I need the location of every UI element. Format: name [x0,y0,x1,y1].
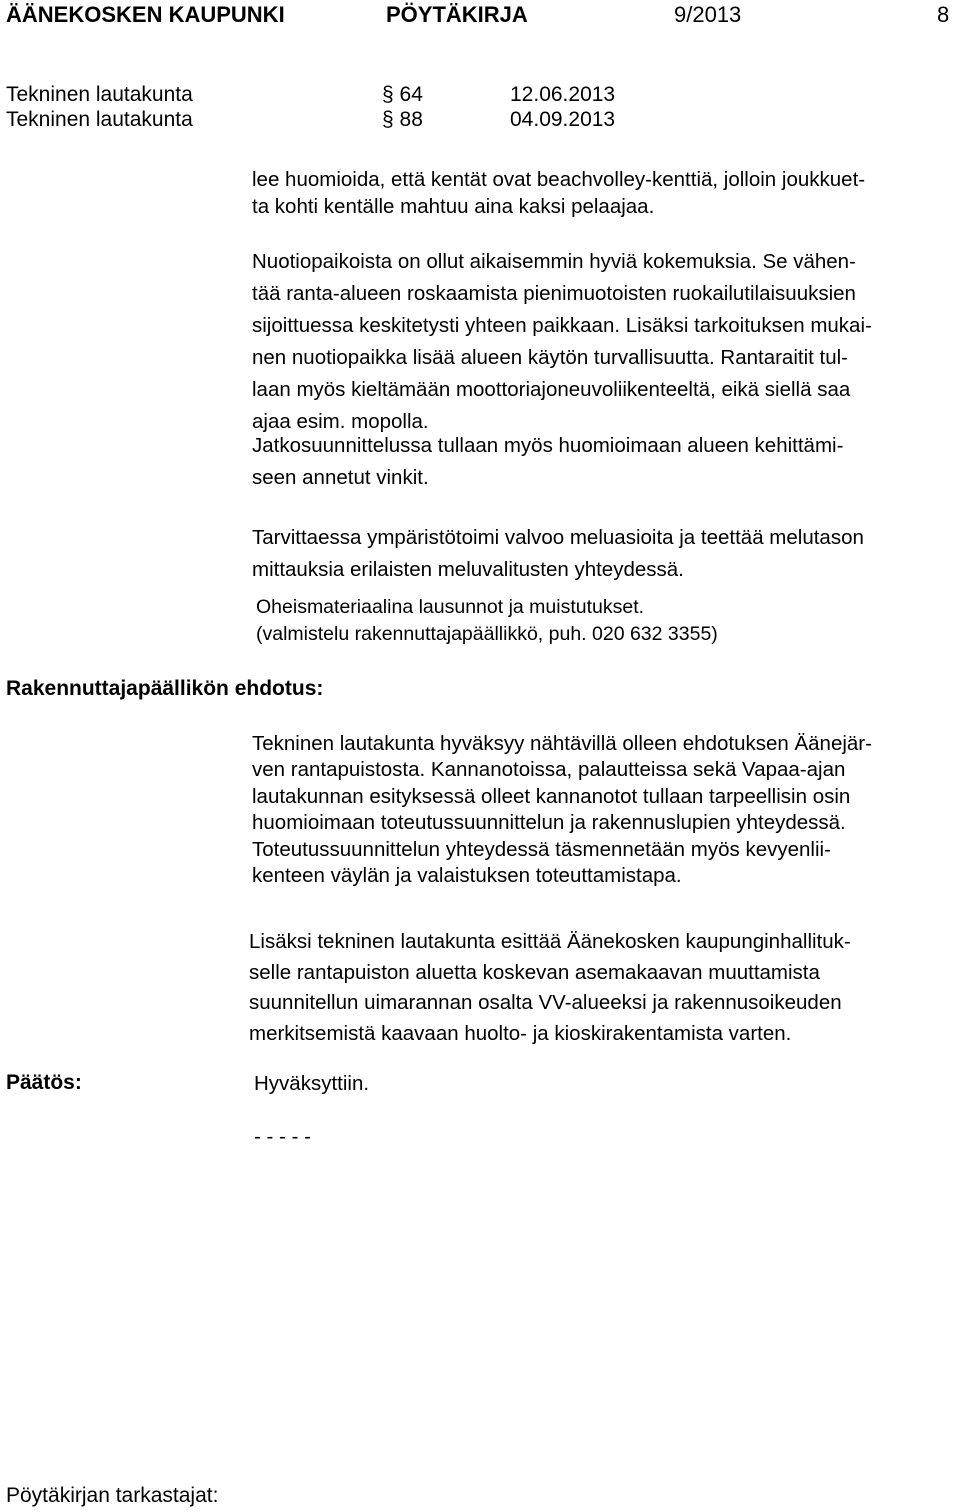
meeting-date: 12.06.2013 [510,83,616,106]
meeting-date: 04.09.2013 [510,108,616,131]
proposal-paragraph [249,927,851,1049]
text-line: laan myös kieltämään moottoriajoneuvoliikenteeltä, eikä siellä saa [252,378,851,401]
text-line: lautakunnan esityksessä olleet kannanotot tullaan tarpeellisin osin [252,784,851,808]
body-paragraph [252,246,872,438]
text-line: (valmistelu rakennuttajapäällikkö, puh. 020 632 3355) [256,623,718,645]
body-paragraph [252,167,865,220]
meeting-body: Tekninen lautakunta [6,83,193,106]
text-line: ta kohti kentälle mahtuu aina kaksi pelaajaa. [252,194,655,218]
meeting-body: Tekninen lautakunta [6,108,193,131]
decision-text: Hyväksyttiin. [254,1072,370,1095]
text-line: tää ranta-alueen roskaamista pienimuotoisten ruokailutilaisuuksien [252,282,856,305]
text-line: Oheismateriaalina lausunnot ja muistutukset. [256,596,645,618]
organization-name: ÄÄNEKOSKEN KAUPUNKI [6,2,285,27]
text-line: kenteen väylän ja valaistuksen toteuttamistapa. [252,864,682,888]
text-line: nen nuotiopaikka lisää alueen käytön turvallisuutta. Rantaraitit tul- [252,346,848,369]
minutes-reviewers-label: Pöytäkirjan tarkastajat: [6,1484,219,1507]
section-separator: - - - - - [254,1125,311,1148]
text-line: Tekninen lautakunta hyväksyy nähtävillä olleen ehdotuksen Äänejär- [252,732,872,755]
text-line: seen annetut vinkit. [252,466,429,489]
meeting-section: § 88 [382,108,423,131]
text-line: mittauksia erilaisten meluvalitusten yhteydessä. [252,558,684,581]
proposal-label: Rakennuttajapäällikön ehdotus: [6,677,324,700]
body-paragraph [256,594,718,648]
text-line: Nuotiopaikoista on ollut aikaisemmin hyviä kokemuksia. Se vähen- [252,250,856,273]
page-number: 8 [937,2,950,27]
body-paragraph [252,522,864,586]
text-line: merkitsemistä kaavaan huolto- ja kioskirakentamista varten. [249,1021,792,1045]
text-line: sijoittuessa keskitetysti yhteen paikkaan. Lisäksi tarkoituksen mukai- [252,314,872,337]
text-line: suunnitellun uimarannan osalta VV-alueeksi ja rakennusoikeuden [249,991,842,1014]
text-line: Tarvittaessa ympäristötoimi valvoo meluasioita ja teettää melutason [252,526,864,549]
text-line: ven rantapuistosta. Kannanotoissa, palautteissa sekä Vapaa-ajan [252,758,846,782]
text-line: Jatkosuunnittelussa tullaan myös huomioimaan alueen kehittämi- [252,434,844,457]
document-number: 9/2013 [674,2,742,27]
text-line: selle rantapuiston aluetta koskevan asemakaavan muuttamista [249,960,820,984]
text-line: lee huomioida, että kentät ovat beachvolley-kenttiä, jolloin joukkuet- [252,168,866,191]
text-line: Toteutussuunnittelun yhteydessä täsmennetään myös kevyenlii- [252,837,831,861]
proposal-paragraph [252,731,872,889]
text-line: huomioimaan toteutussuunnittelun ja rakennuslupien yhteydessä. [252,811,846,835]
decision-label: Päätös: [6,1071,82,1094]
body-paragraph [252,430,843,494]
meeting-section: § 64 [382,83,423,106]
text-line: ajaa esim. mopolla. [252,410,429,433]
document-type: PÖYTÄKIRJA [386,2,528,27]
text-line: Lisäksi tekninen lautakunta esittää Äänekosken kaupunginhallituk- [249,930,851,953]
